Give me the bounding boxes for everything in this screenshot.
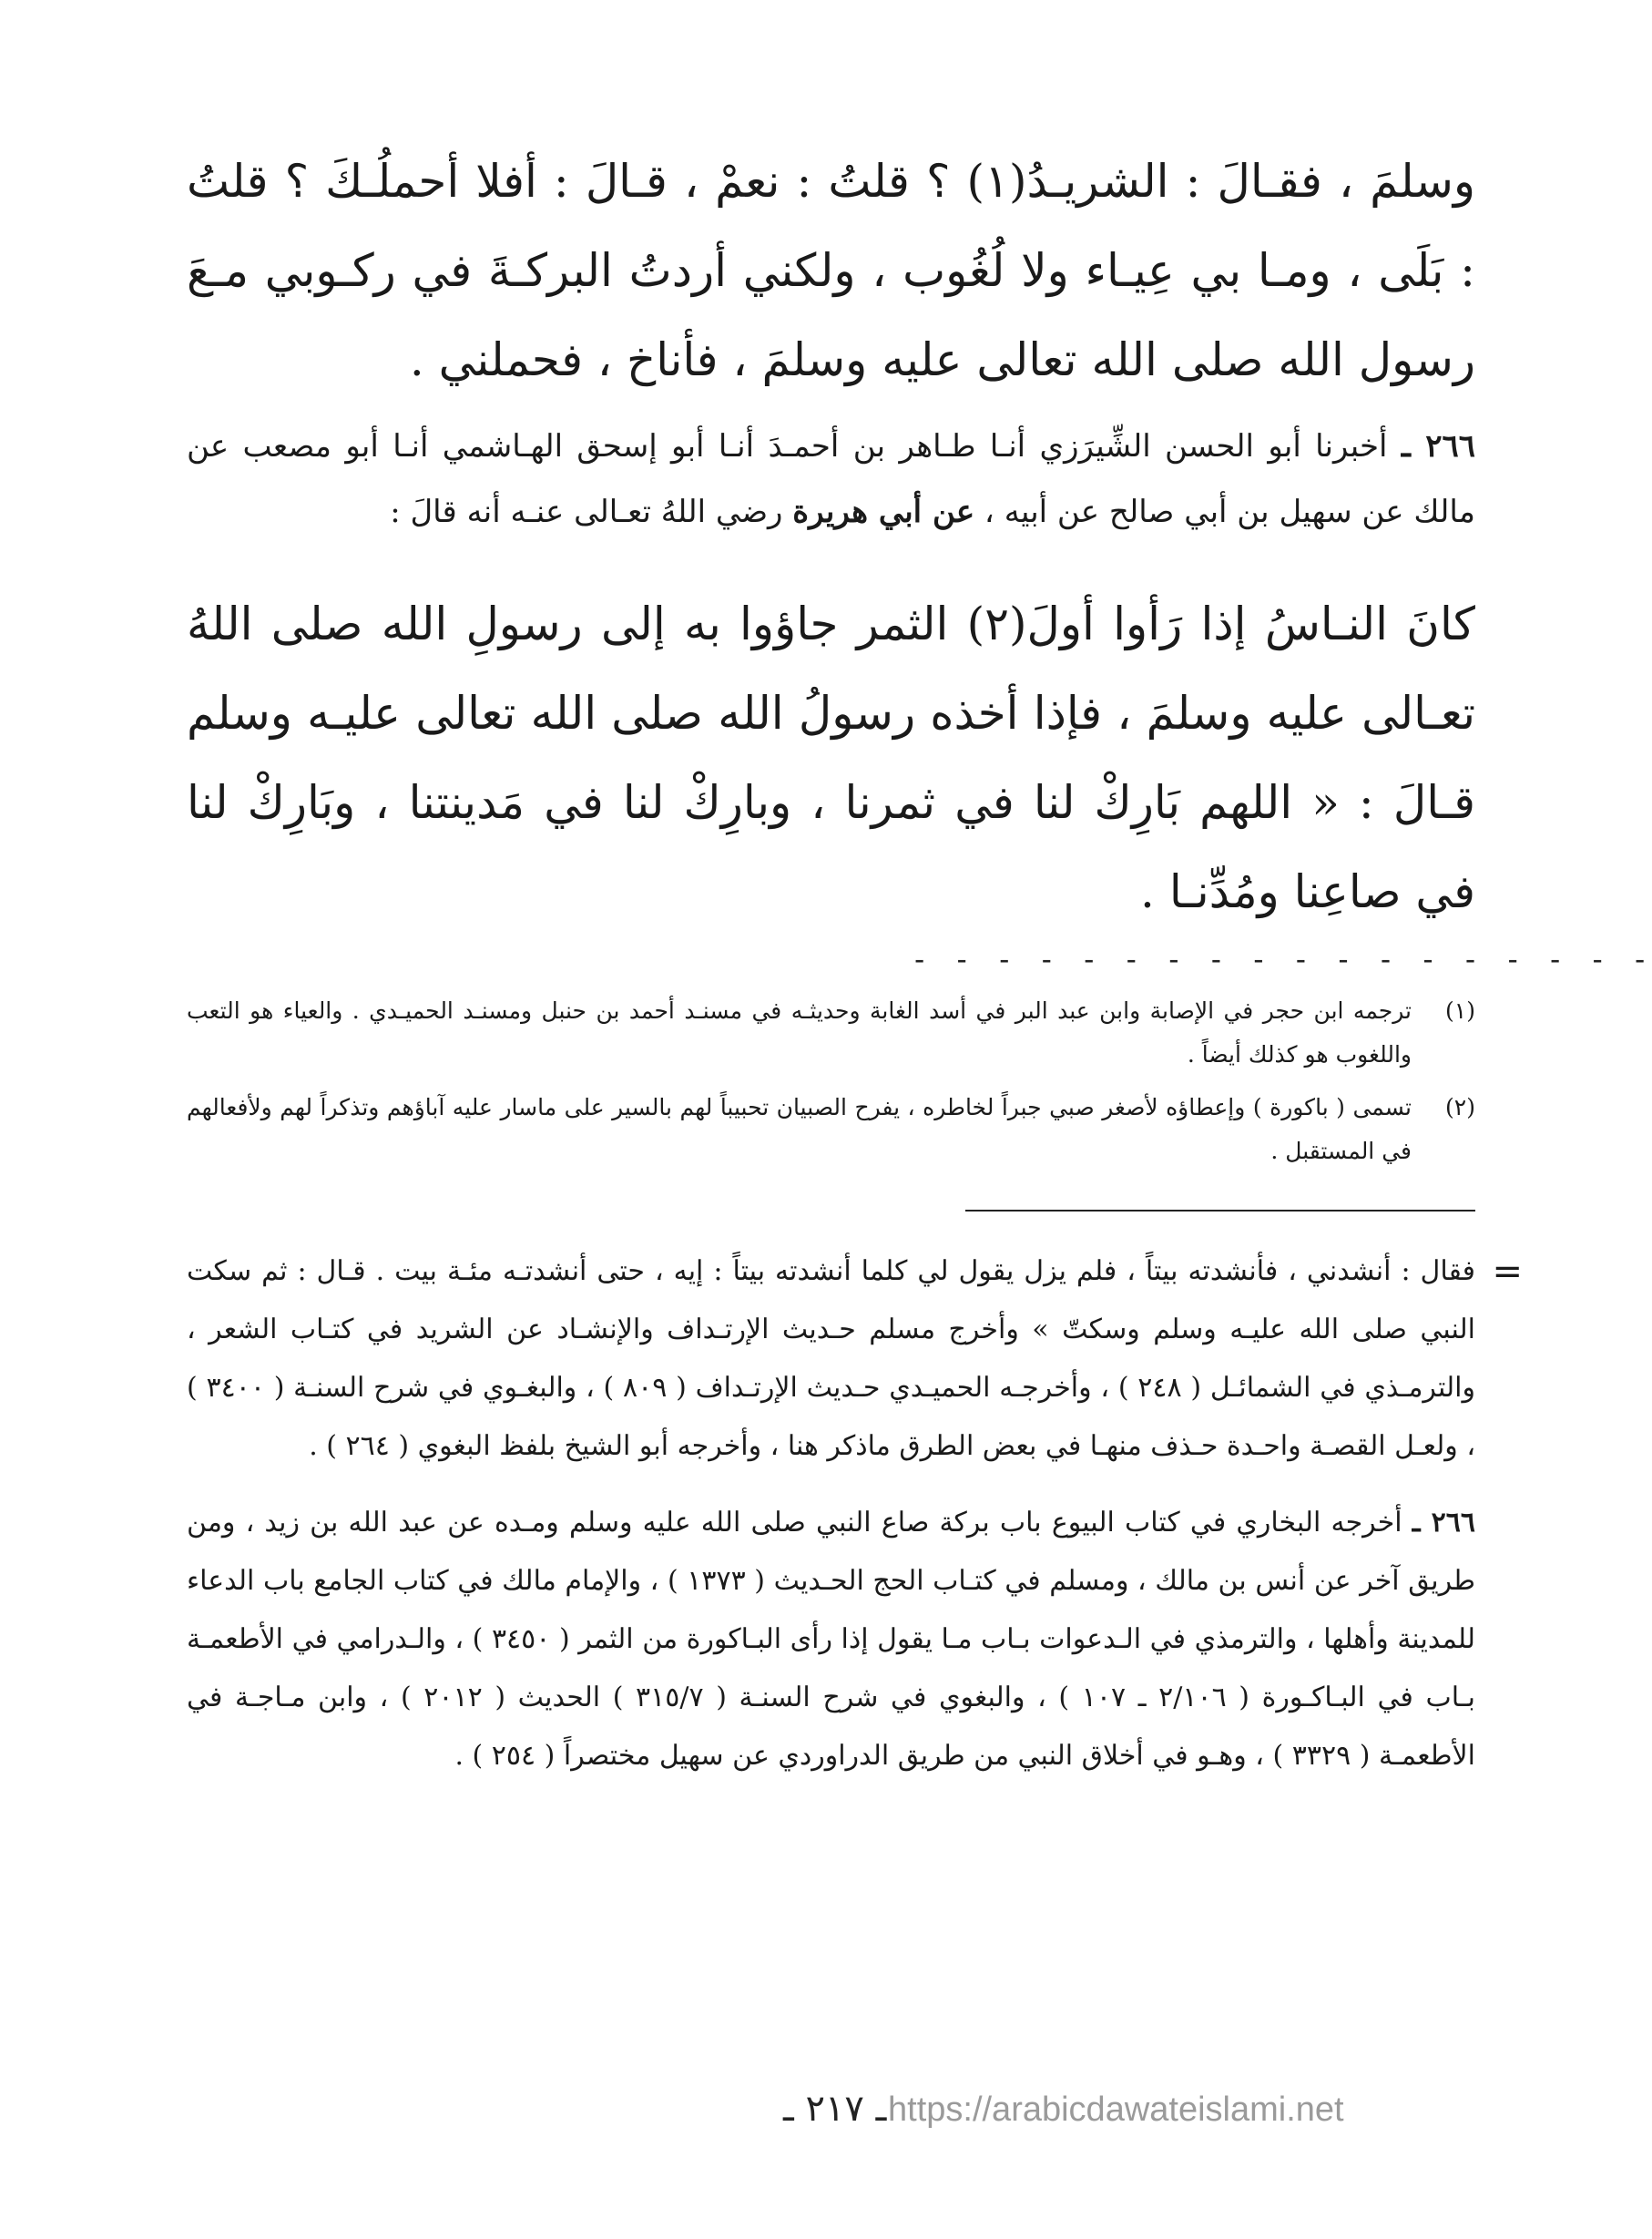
hadith-continuation: وسلمَ ، فقـالَ : الشريـدُ(١) ؟ قلتُ : نعمْ ، قـالَ : أفلا أحملُـكَ ؟ قلتُ : بَلَى ، ومـا بي عِيـاء ولا لُغُوب ، ولكني أردتُ البركـةَ في ركـوبي مـعَ رسول الله صلى الله تعالى عليه وسلمَ ، فأناخ ، فحملني . (187, 155, 1475, 386)
hadith-number: ٢٦٦ ـ (1401, 428, 1475, 465)
commentary-continuation-text: فقال : أنشدني ، فأنشدته بيتاً ، فلم يزل يقول لي كلما أنشدته بيتاً : إيه ، حتى أنشدتـه مئـة بيت . قـال : ثم سكت النبي صلى الله عليـه وسلم وسكتّ » وأخرج مسلم حـديث الإرتـداف والإنشـاد عن الشريد في كتـاب الشعر ، والترمـذي في الشمائـل ( ٢٤٨ ) ، وأخرجـه الحميـدي حـديث الإرتـداف ( ٨٠٩ ) ، والبغـوي في شرح السنـة ( ٣٤٠٠ ) ، ولعـل القصـة واحـدة حـذف منهـا في بعض الطرق ماذكر هنا ، وأخرجه أبو الشيخ بلفظ البغوي ( ٢٦٤ ) . (187, 1255, 1475, 1462)
footnote-text: ترجمه ابن حجر في الإصابة وابن عبد البر في أسد الغابة وحديثـه في مسنـد أحمد بن حنبل ومسنـد الحميـدي . والعياء هو التعب واللغوب هو كذلك أيضاً . (187, 997, 1412, 1068)
dashed-separator: - - - - - - - - - - - - - - - - - - (911, 942, 1652, 976)
commentary-number: ٢٦٦ ـ (1412, 1507, 1475, 1539)
footnote-label: (١) (1445, 997, 1475, 1024)
watermark: https://arabicdawateislami.net (888, 2091, 1344, 2129)
footnote (187, 1086, 1475, 1173)
footnote (187, 989, 1475, 1077)
page-footer (0, 2081, 1546, 2136)
commentary-266-text: أخرجه البخاري في كتاب البيوع باب بركة صاع النبي صلى الله عليه وسلم ومـده عن عبد الله بن زيد ، ومن طريق آخر عن أنس بن مالك ، ومسلم في كتـاب الحج الحـديث ( ١٣٧٣ ) ، والإمام مالك في كتاب الجامع باب الدعاء للمدينة وأهلها ، والترمذي في الـدعوات بـاب مـا يقول إذا رأى البـاكورة من الثمر ( ٣٤٥٠ ) ، والـدرامي في الأطعمـة بـاب في البـاكـورة ( ٢/١٠٦ ـ ١٠٧ ) ، والبغوي في شرح السنـة ( ٣١٥/٧ ) الحديث ( ٢٠١٢ ) ، وابن مـاجـة في الأطعمـة ( ٣٣٢٩ ) ، وهـو في أخلاق النبي من طريق الدراوردي عن سهيل مختصراً ( ٢٥٤ ) . (187, 1507, 1475, 1772)
footnotes (187, 989, 1475, 1173)
section-rule (965, 1210, 1475, 1212)
chain-text-2: رضي اللهُ تعـالى عنـه أنه قالَ : (390, 494, 793, 530)
page-body (187, 137, 1652, 1785)
footnote-text: تسمى ( باكورة ) وإعطاؤه لأصغر صبي جبراً لخاطره ، يفرح الصبيان تحبيباً لهم بالسير على ماسار عليه آباؤهم وتذكراً لهم ولأفعالهم في المستقبل . (187, 1094, 1412, 1164)
commentary-continuation (187, 1242, 1523, 1476)
narrator-name: عن أبي هريرة (792, 494, 975, 530)
continuation-mark: = (1492, 1251, 1523, 1293)
hadith-266-text: كانَ النـاسُ إذا رَأوا أولَ(٢) الثمر جاؤوا به إلى رسولِ الله صلى اللهُ تعـالى عليه وسلمَ ، فإذا أخذه رسولُ الله صلى الله تعالى عليـه وسلم قـالَ : « اللهم بَارِكْ لنا في ثمرنا ، وبارِكْ لنا في مَدينتنا ، وبَارِكْ لنا في صاعِنا ومُدِّنـا . (187, 598, 1475, 918)
hadith-266-chain (187, 414, 1475, 545)
commentary-266 (187, 1494, 1475, 1785)
chain-text-1: أخبرنا أبو الحسن الشِّيرَزي أنـا طـاهر بن أحمـدَ أنـا أبو إسحق الهـاشمي أنـا أبو مصعب عن مالك عن سهيل بن أبي صالح عن أبيه ، (187, 428, 1475, 530)
footnote-label: (٢) (1445, 1094, 1475, 1120)
page-number: ـ ٢١٧ ـ (783, 2088, 887, 2130)
